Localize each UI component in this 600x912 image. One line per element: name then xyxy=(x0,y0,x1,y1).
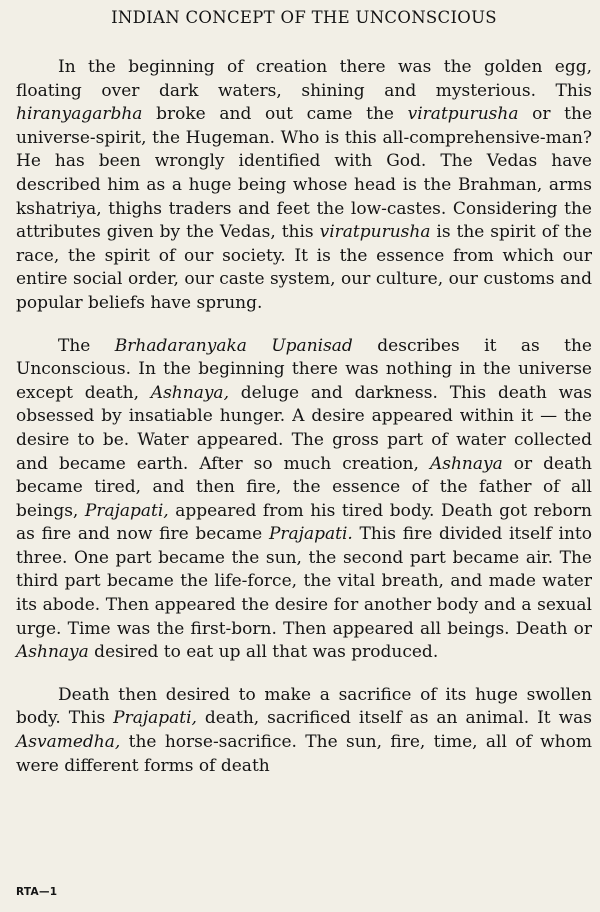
page-signature: RTA—1 xyxy=(16,886,58,898)
text-run: appeared from his tired body. Death got reborn as fire and now fire became xyxy=(16,500,592,545)
italic-term: Prajapati. xyxy=(268,524,353,545)
italic-term: Ashnaya xyxy=(16,642,89,663)
italic-term: Ashnaya xyxy=(429,453,503,474)
text-run: the horse-sacrifice. The sun, fire, time, all of whom were different forms of death xyxy=(16,732,592,776)
text-run: death, sacrificed itself as an animal. It was xyxy=(196,708,592,729)
italic-term: Prajapati, xyxy=(113,708,197,729)
text-run: or death became tired, and then fire, the essence of the father of all beings, xyxy=(16,453,592,521)
running-header: INDIAN CONCEPT OF THE UNCONSCIOUS xyxy=(111,8,497,27)
text-run: describes it as the Unconscious. In the beginning there was nothing in the universe except death, xyxy=(16,335,592,403)
italic-term: Brhadaranyaka Upanisad xyxy=(114,335,353,356)
paragraph-golden-egg xyxy=(16,56,592,316)
italic-term: Asvamedha, xyxy=(16,732,121,753)
text-run: or the universe-spirit, the Hugeman. Who is this all-comprehensive-man? He has been wrongly identified with God. The Vedas have described him as a huge being whose head is the Brahman, arms kshatriya, thighs traders and feet the low-castes. Considering the attributes given by the Vedas, this xyxy=(16,104,593,243)
text-run: Death then desired to make a sacrifice of its huge swollen body. This xyxy=(16,684,592,729)
italic-term: Prajapati, xyxy=(84,500,169,521)
text-run: deluge and darkness. This death was obsessed by insatiable hunger. A desire appeared within it — the desire to be. Water appeared. The gross part of water collected and became earth. After so much creation, xyxy=(16,382,593,474)
text-run: In the beginning of creation there was the golden egg, floating over dark waters, shining and mysterious. This xyxy=(16,57,592,101)
italic-term: hiranyagarbha xyxy=(16,104,143,125)
paragraph-sacrifice xyxy=(16,684,592,778)
paragraph-upanisad xyxy=(16,335,592,665)
text-run: This fire divided itself into three. One part became the sun, the second part became air. The third part became the life-force, the vital breath, and made water its abode. Then appeared the desire for another body and a sexual urge. Time was the first-born. Then appeared all beings. Death or xyxy=(16,524,592,639)
text-run: broke and out came the xyxy=(142,104,408,125)
text-run: desired to eat up all that was produced. xyxy=(88,642,439,663)
italic-term: viratpurusha xyxy=(407,104,519,125)
text-run: The xyxy=(58,335,115,356)
italic-term: Ashnaya, xyxy=(150,382,229,403)
italic-term: viratpurusha xyxy=(319,222,431,243)
text-run: is the spirit of the race, the spirit of our society. It is the essence from which our entire social order, our caste system, our culture, our customs and popular beliefs have sprung. xyxy=(16,222,593,313)
